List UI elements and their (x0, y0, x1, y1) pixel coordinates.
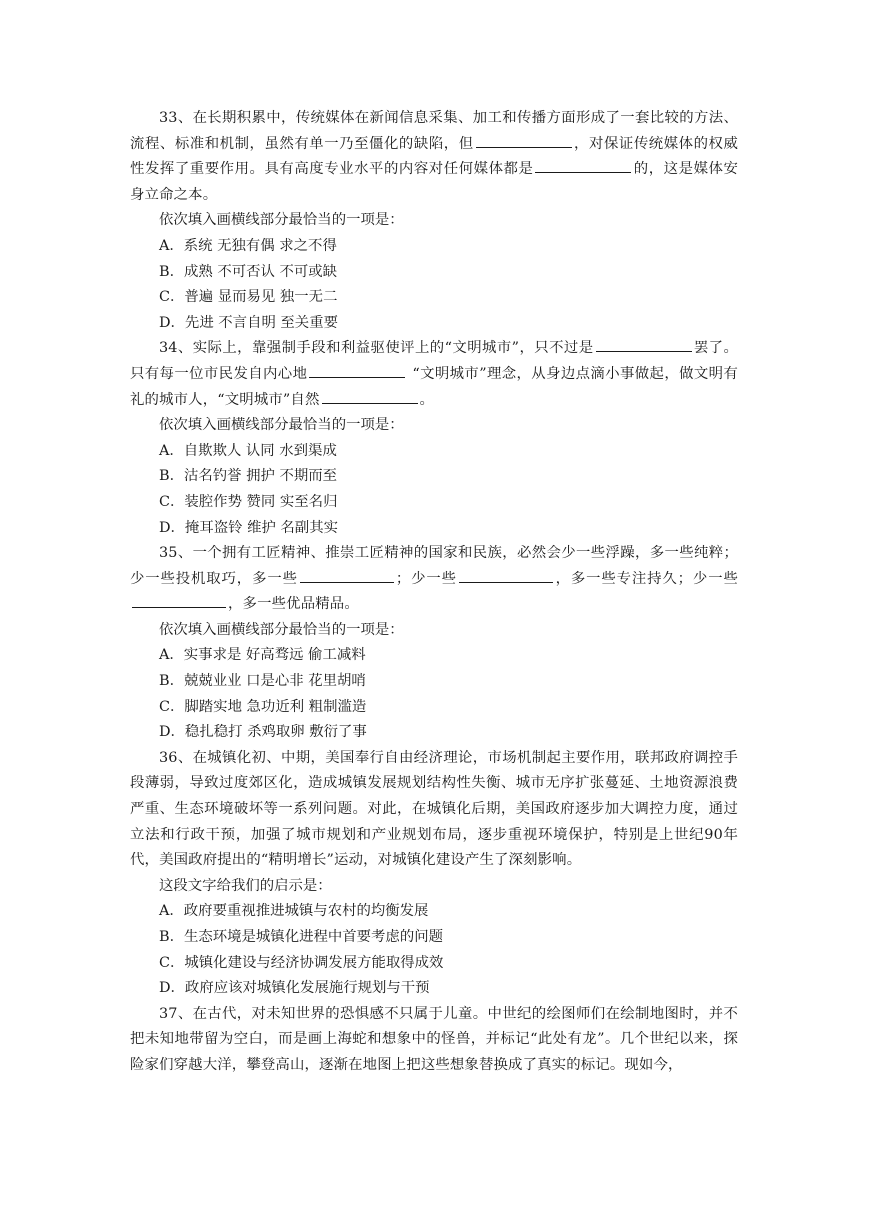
question-34-prompt: 依次填入画横线部分最恰当的一项是： (159, 417, 404, 434)
question-35-option-b: B．兢兢业业 口是心非 花里胡哨 (159, 673, 366, 690)
question-34-option-b: B．沽名钓誉 拥护 不期而至 (159, 468, 338, 485)
question-35-option-a: A．实事求是 好高骛远 偷工减料 (159, 647, 366, 664)
question-33-option-a: A．系统 无独有偶 求之不得 (159, 237, 337, 254)
question-36-option-d: D．政府应该对城镇化发展施行规划与干预 (159, 980, 430, 997)
question-34-option-c: C．装腔作势 赞同 实至名归 (159, 493, 338, 510)
answer-blank (300, 567, 394, 583)
question-35-stem: 35、一个拥有工匠精神、推崇工匠精神的国家和民族，必然会少一些浮躁，多一些纯粹；少一些投机取巧，多一些 ；少一些 ，多一些专注持久；少一些，多一些优品精品。 (130, 545, 738, 613)
question-36-option-a: A．政府要重视推进城镇与农村的均衡发展 (159, 903, 429, 920)
answer-blank (596, 336, 692, 352)
question-33-prompt: 依次填入画横线部分最恰当的一项是： (159, 212, 404, 229)
answer-blank (132, 592, 226, 608)
answer-blank (535, 157, 631, 173)
question-33-option-c: C．普遍 显而易见 独一无二 (159, 289, 338, 306)
document-body (130, 106, 738, 1079)
question-35-option-d: D．稳扎稳打 杀鸡取卵 敷衍了事 (159, 724, 367, 741)
answer-blank (322, 388, 418, 404)
answer-blank (309, 362, 405, 378)
question-35-option-c: C．脚踏实地 急功近利 粗制滥造 (159, 698, 367, 715)
question-36-stem: 36、在城镇化初、中期，美国奉行自由经济理论，市场机制起主要作用，联邦政府调控手段薄弱，导致过度郊区化，造成城镇发展规划结构性失衡、城市无序扩张蔓延、土地资源浪费严重、生态环境破坏等一系列问题。对此，在城镇化后期，美国政府逐步加大调控力度，通过立法和行政干预，加强了城市规划和产业规划布局，逐步重视环境保护，特别是上世纪90年代，美国政府提出的“精明增长”运动，对城镇化建设产生了深刻影响。 (130, 749, 738, 869)
question-36-option-b: B．生态环境是城镇化进程中首要考虑的问题 (159, 929, 443, 945)
question-33-option-b: B．成熟 不可否认 不可或缺 (159, 263, 338, 280)
answer-blank (476, 132, 572, 148)
question-37-stem: 37、在古代，对未知世界的恐惧感不只属于儿童。中世纪的绘图师们在绘制地图时，并不把未知地带留为空白，而是画上海蛇和想象中的怪兽，并标记“此处有龙”。几个世纪以来，探险家们穿越大洋，攀登高山，逐渐在地图上把这些想象替换成了真实的标记。现如今， (130, 1005, 738, 1073)
question-36-option-c: C．城镇化建设与经济协调发展方能取得成效 (159, 954, 444, 971)
question-33-option-d: D．先进 不言自明 至关重要 (159, 314, 338, 331)
question-33-stem: 33、在长期积累中，传统媒体在新闻信息采集、加工和传播方面形成了一套比较的方法、流程、标准和机制，虽然有单一乃至僵化的缺陷，但 ，对保证传统媒体的权威性发挥了重要作用。具有高度专业水平的内容对任何媒体都是 的，这是媒体安身立命之本。 (130, 110, 739, 203)
question-34-option-a: A．自欺欺人 认同 水到渠成 (159, 442, 337, 459)
question-34-stem: 34、实际上，靠强制手段和利益驱使评上的“文明城市”，只不过是 罢了。只有每一位市民发自内心地 “文明城市”理念，从身边点滴小事做起，做文明有礼的城市人，“文明城市”自然 。 (130, 336, 738, 413)
question-36-prompt: 这段文字给我们的启示是： (159, 877, 332, 894)
answer-blank (459, 567, 553, 583)
question-34-option-d: D．掩耳盗铃 维护 名副其实 (159, 519, 338, 536)
question-35-prompt: 依次填入画横线部分最恰当的一项是： (159, 621, 404, 638)
